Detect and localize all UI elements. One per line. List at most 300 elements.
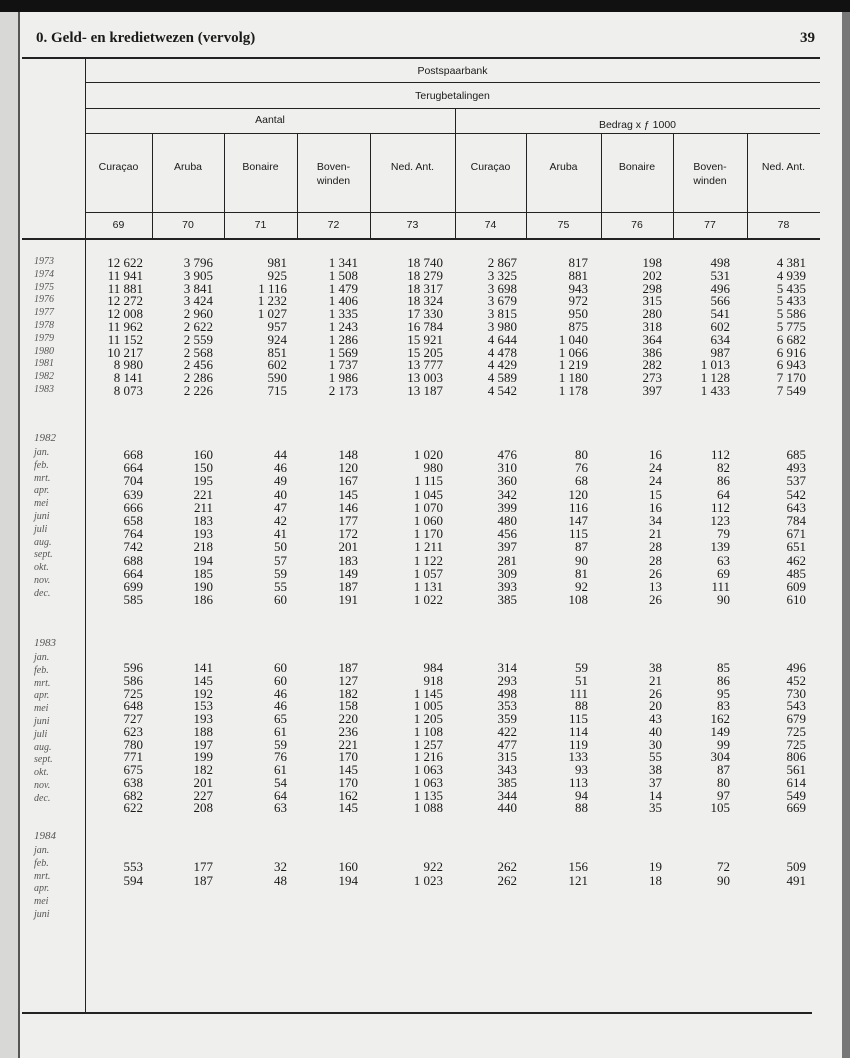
table-cell: 1 211 [414,539,443,555]
table-cell: 46 [274,698,287,714]
table-cell: 150 [193,460,213,476]
table-cell: 10 217 [107,344,143,360]
table-cell: 668 [123,447,143,462]
table-cell: 49 [274,473,287,489]
table-cell: 590 [267,370,287,386]
table-cell: 1 433 [700,383,730,398]
table-cell: 1 013 [700,357,730,373]
table-cell: 1 170 [413,526,443,542]
table-cell: 1 040 [558,331,588,347]
table-cell: 851 [267,344,287,360]
table-cell: 318 [642,319,662,334]
table-cell: 1 257 [413,736,443,752]
table-cell: 1 406 [328,293,358,309]
table-cell: 199 [193,749,213,765]
row-label: nov. [34,575,51,586]
table-cell: 4 478 [487,344,517,360]
table-cell: 344 [497,787,517,803]
table-cell: 64 [274,787,287,803]
row-label: apr. [34,690,50,702]
table-cell: 1 066 [558,344,588,360]
table-cell: 1 243 [328,319,358,334]
table-cell: 1 569 [328,344,358,360]
table-cell: 658 [123,513,143,528]
table-cell: 12 272 [107,293,143,309]
table-row [0,527,850,540]
table-cell: 4 939 [776,267,806,283]
table-cell: 208 [193,800,213,816]
row-label: mei [34,703,49,715]
row-label: dec. [34,587,51,599]
row-label: juli [34,523,48,535]
table-cell: 187 [193,873,213,888]
table-cell: 727 [123,711,143,726]
table-cell: 1 063 [413,774,443,790]
row-label: juli [34,728,48,740]
row-label: apr. [34,485,50,497]
table-cell: 92 [575,579,588,594]
table-cell: 202 [642,267,662,283]
table-cell: 3 905 [183,267,213,283]
table-cell: 987 [710,344,730,360]
page-title: 0. Geld- en kredietwezen (vervolg) [36,30,256,46]
table-cell: 393 [497,579,517,594]
table-cell: 2 456 [183,357,213,373]
table-cell: 543 [786,698,806,714]
table-cell: 3 679 [487,293,517,309]
table-cell: 648 [123,698,143,714]
table-cell: 26 [649,685,662,701]
table-cell: 35 [649,800,662,816]
table-cell: 4 542 [487,383,517,398]
table-cell: 177 [193,859,213,874]
table-cell: 17 330 [407,306,443,322]
table-cell: 725 [786,736,806,752]
table-cell: 120 [568,486,588,502]
table-cell: 2 622 [183,319,213,334]
table-cell: 309 [497,565,517,581]
table-cell: 980 [423,460,443,476]
table-cell: 282 [642,357,662,373]
table-row [0,567,850,580]
table-cell: 2 226 [183,383,213,398]
table-cell: 730 [786,685,806,701]
table-cell: 37 [649,774,662,790]
table-cell: 541 [710,306,730,322]
table-cell: 167 [338,473,358,489]
table-cell: 586 [123,672,143,688]
table-cell: 115 [568,526,588,542]
table-cell: 602 [710,319,730,334]
table-cell: 715 [267,383,287,398]
table-cell: 40 [649,723,662,739]
table-row [0,776,850,789]
row-label: mrt. [34,870,51,882]
table-cell: 116 [568,499,588,515]
column-header: Boven- winden [693,161,727,187]
row-label: jan. [34,652,50,663]
row-label: juni [34,716,50,727]
table-row [0,461,850,474]
section-year: 1983 [34,637,56,649]
table-cell: 1 020 [413,447,443,462]
table-cell: 111 [711,579,730,594]
row-label: mrt. [34,472,51,484]
table-cell: 18 [649,873,662,888]
table-cell: 218 [193,539,213,555]
table-cell: 236 [338,723,358,739]
table-cell: 477 [497,736,517,752]
table-cell: 187 [338,579,358,594]
header-group: Postspaarbank [417,65,488,77]
table-cell: 343 [497,762,517,777]
table-cell: 3 325 [487,267,517,283]
table-cell: 386 [642,344,662,360]
table-cell: 496 [786,660,806,675]
table-cell: 922 [423,859,443,874]
table-cell: 221 [193,486,213,502]
table-cell: 198 [642,255,662,270]
table-cell: 86 [717,672,730,688]
table-cell: 16 [649,447,662,462]
table-row [0,501,850,514]
table-cell: 121 [568,873,588,888]
table-cell: 61 [274,723,287,739]
table-cell: 108 [568,592,588,608]
table-cell: 549 [786,787,806,803]
table-cell: 2 286 [183,370,213,386]
table-cell: 114 [568,723,588,739]
table-cell: 1 232 [257,293,287,309]
table-cell: 6 682 [776,331,806,347]
table-cell: 315 [497,749,517,765]
table-cell: 682 [123,787,143,803]
table-cell: 153 [193,698,213,714]
table-cell: 957 [267,319,287,334]
page-number: 39 [800,30,815,46]
table-cell: 26 [649,565,662,581]
column-number: 69 [112,219,125,231]
table-cell: 34 [649,513,662,528]
table-cell: 12 008 [107,306,143,322]
column-number: 72 [327,219,340,231]
table-cell: 950 [568,306,588,322]
row-label: jan. [34,447,50,458]
table-cell: 3 698 [487,280,517,296]
table-row [0,801,850,814]
column-number: 76 [631,219,643,231]
column-header: Bonaire [618,161,656,173]
row-label: juni [34,511,50,522]
table-cell: 60 [274,660,287,675]
table-cell: 456 [497,526,517,542]
column-header: Curaçao [470,161,511,173]
table-cell: 197 [193,736,213,752]
table-cell: 11 962 [107,319,143,334]
table-row [0,474,850,487]
table-cell: 480 [497,513,517,528]
table-cell: 1 145 [413,685,443,701]
table-cell: 170 [338,774,358,790]
table-cell: 537 [786,473,806,489]
table-cell: 182 [193,762,213,777]
table-cell: 298 [642,280,662,296]
table-cell: 18 324 [407,293,443,309]
table-cell: 1 057 [413,565,443,581]
section-year: 1984 [34,830,56,842]
table-cell: 498 [497,685,517,701]
table-cell: 85 [717,660,730,675]
table-cell: 614 [786,774,806,790]
table-row [0,674,850,687]
table-cell: 182 [338,685,358,701]
table-cell: 688 [123,552,143,568]
table-cell: 1 180 [558,370,588,386]
table-cell: 3 796 [183,255,213,270]
table-cell: 1 022 [413,592,443,608]
table-cell: 76 [274,749,287,765]
table-cell: 5 586 [776,306,806,322]
row-label: okt. [34,562,49,574]
table-cell: 191 [338,592,358,608]
table-cell: 41 [274,526,287,542]
table-row [0,514,850,527]
table-cell: 918 [423,672,443,688]
table-cell: 13 [649,579,662,594]
header-count: Aantal [255,114,285,126]
table-cell: 4 429 [487,357,517,373]
table-cell: 485 [786,565,806,581]
table-cell: 817 [568,255,588,270]
table-cell: 193 [193,711,213,726]
table-cell: 881 [568,267,588,283]
table-cell: 462 [786,552,806,568]
table-cell: 13 187 [407,383,443,398]
row-label: feb. [34,857,49,869]
table-cell: 5 435 [776,280,806,296]
row-label: 1973 [34,256,54,267]
table-cell: 1 005 [413,698,443,714]
table-cell: 943 [568,280,588,296]
table-cell: 63 [274,800,287,816]
table-row [0,874,850,887]
table-cell: 11 152 [107,331,143,347]
table-cell: 145 [193,672,213,688]
table-cell: 81 [575,565,588,581]
table-cell: 11 941 [107,267,143,283]
table-cell: 148 [338,447,358,462]
table-cell: 639 [123,486,143,502]
table-cell: 679 [786,711,806,726]
table-cell: 1 737 [328,357,358,373]
table-cell: 685 [786,447,806,462]
table-cell: 984 [423,660,443,675]
table-cell: 82 [717,460,730,476]
row-label: apr. [34,883,50,895]
table-cell: 190 [193,579,213,594]
table-cell: 8 141 [113,370,143,386]
table-cell: 59 [274,565,287,581]
table-cell: 493 [786,460,806,476]
table-row [0,540,850,553]
row-label: aug. [34,536,52,548]
rule [85,82,820,83]
table-cell: 664 [123,460,143,476]
table-cell: 491 [786,873,806,888]
table-cell: 187 [338,660,358,675]
table-cell: 1 508 [328,267,358,283]
table-cell: 675 [123,762,143,777]
table-cell: 314 [497,660,517,675]
table-cell: 12 622 [107,255,143,270]
table-cell: 42 [274,513,287,528]
table-cell: 188 [193,723,213,739]
table-cell: 1 116 [258,280,287,296]
column-header: Aruba [549,161,578,173]
table-cell: 54 [274,774,287,790]
table-cell: 160 [338,859,358,874]
table-cell: 20 [649,698,662,714]
table-cell: 1 045 [413,486,443,502]
table-cell: 112 [710,447,730,462]
table-cell: 97 [717,787,730,803]
column-header: Ned. Ant. [390,161,435,173]
table-cell: 60 [274,672,287,688]
table-cell: 90 [575,552,588,568]
table-cell: 61 [274,762,287,777]
table-cell: 742 [123,539,143,555]
row-label: 1979 [34,332,54,344]
table-cell: 643 [786,499,806,515]
table-cell: 594 [123,873,143,888]
table-cell: 170 [338,749,358,765]
table-cell: 115 [568,711,588,726]
table-cell: 360 [497,473,517,489]
table-cell: 353 [497,698,517,714]
table-cell: 7 170 [776,370,806,386]
table-cell: 145 [338,486,358,502]
row-label: jan. [34,845,50,856]
table-row [0,333,850,346]
table-cell: 43 [649,711,662,726]
table-cell: 669 [786,800,806,816]
table-cell: 24 [649,460,662,476]
table-row [0,269,850,282]
row-label: 1980 [34,345,54,357]
table-cell: 531 [710,267,730,283]
table-cell: 211 [193,499,213,515]
table-cell: 63 [717,552,730,568]
table-cell: 38 [649,762,662,777]
table-cell: 2 559 [183,331,213,347]
table-cell: 452 [786,672,806,688]
table-cell: 123 [710,513,730,528]
table-cell: 18 317 [407,280,443,296]
table-cell: 112 [710,499,730,515]
table-cell: 1 205 [413,711,443,726]
table-row [0,384,850,397]
table-cell: 88 [575,698,588,714]
column-number: 73 [406,219,419,231]
table-cell: 201 [193,774,213,790]
column-header: Bonaire [242,161,279,173]
table-cell: 764 [123,526,143,542]
table-cell: 2 173 [328,383,358,398]
table-cell: 90 [717,592,730,608]
table-cell: 1 178 [558,383,588,398]
table-cell: 651 [786,539,806,555]
table-cell: 105 [710,800,730,816]
row-label: mei [34,896,49,908]
table-cell: 60 [274,592,287,608]
table-cell: 46 [274,460,287,476]
table-row [0,580,850,593]
table-cell: 771 [123,749,143,765]
table-cell: 1 060 [413,513,443,528]
column-number: 70 [182,219,194,231]
table-cell: 498 [710,255,730,270]
table-cell: 981 [267,255,287,270]
row-label: 1981 [34,358,54,370]
row-label: sept. [34,549,53,561]
table-cell: 50 [274,539,287,555]
table-cell: 6 943 [776,357,806,373]
row-label: 1982 [34,371,54,383]
table-cell: 111 [569,685,588,701]
table-cell: 59 [274,736,287,752]
table-cell: 93 [575,762,588,777]
table-cell: 622 [123,800,143,816]
row-label: feb. [34,664,49,676]
table-cell: 177 [338,513,358,528]
row-label: 1977 [34,307,54,319]
row-label: mrt. [34,677,51,689]
table-cell: 1 027 [257,306,287,322]
table-cell: 385 [497,592,517,608]
table-cell: 99 [717,736,730,752]
table-cell: 80 [575,447,588,462]
table-cell: 496 [710,280,730,296]
table-cell: 127 [338,672,358,688]
table-cell: 3 815 [487,306,517,322]
table-cell: 162 [338,787,358,803]
column-header: Ned. Ant. [761,161,806,173]
table-cell: 280 [642,306,662,322]
row-label: mei [34,498,49,510]
table-cell: 221 [338,736,358,752]
table-cell: 6 916 [776,344,806,360]
row-label: 1983 [34,384,54,395]
column-number: 78 [777,219,790,231]
table-cell: 1 063 [413,762,443,777]
table-cell: 51 [575,672,588,688]
table-cell: 145 [338,762,358,777]
table-cell: 72 [717,859,730,874]
table-cell: 610 [786,592,806,608]
table-cell: 201 [338,539,358,555]
table-cell: 281 [497,552,517,568]
table-cell: 4 381 [776,255,806,270]
row-label: nov. [34,780,51,791]
table-cell: 638 [123,774,143,790]
table-cell: 88 [575,800,588,816]
table-cell: 1 023 [413,873,443,888]
table-cell: 79 [717,526,730,542]
table-cell: 704 [123,473,143,489]
table-cell: 227 [193,787,213,803]
table-cell: 293 [497,672,517,688]
table-cell: 476 [497,447,517,462]
